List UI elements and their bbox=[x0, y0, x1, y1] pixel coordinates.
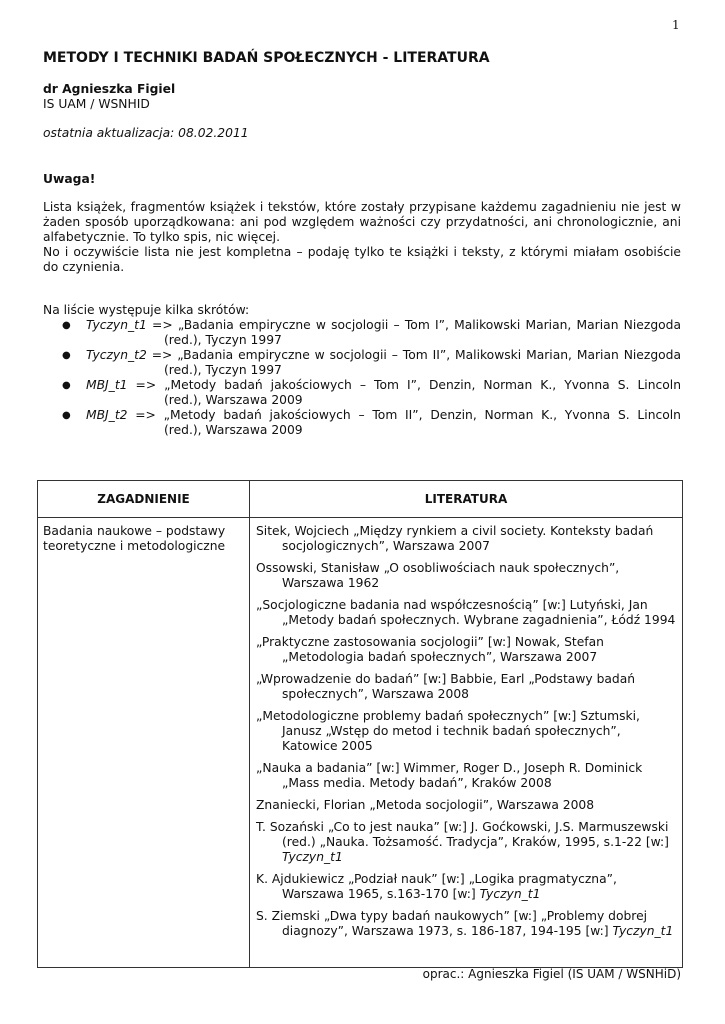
note-line: żaden sposób uporządkowana: ani pod względem ważności czy przydatności, ani chronologicznie, ani bbox=[43, 215, 681, 229]
abbreviations-list bbox=[43, 318, 681, 438]
abbreviation-desc-cont: (red.), Tyczyn 1997 bbox=[164, 363, 282, 377]
literature-entry: Ossowski, Stanisław „O osobliwościach nauk społecznych”, Warszawa 1962 bbox=[256, 561, 620, 590]
abbreviation-item bbox=[43, 318, 681, 348]
last-update-date: ostatnia aktualizacja: 08.02.2011 bbox=[43, 126, 249, 140]
abbreviation-desc: => „Metody badań jakościowych – Tom II”, Denzin, Norman K., Yvonna S. Lincoln bbox=[135, 408, 681, 422]
abbreviation-item bbox=[43, 348, 681, 378]
literature-cell bbox=[250, 518, 683, 968]
note-body bbox=[43, 200, 681, 275]
abbreviation-desc: => „Badania empiryczne w socjologii – Tom II”, Malikowski Marian, Marian Niezgoda bbox=[151, 348, 681, 362]
abbreviation-code: MBJ_t2 bbox=[86, 408, 128, 422]
literature-entry: Znaniecki, Florian „Metoda socjologii”, Warszawa 2008 bbox=[256, 798, 595, 812]
author-name: dr Agnieszka Figiel bbox=[43, 82, 176, 96]
abbreviation-desc-cont: (red.), Tyczyn 1997 bbox=[164, 333, 282, 347]
abbreviation-code: Tyczyn_t1 bbox=[86, 318, 147, 332]
bullet-icon: ● bbox=[62, 410, 71, 421]
bullet-icon: ● bbox=[62, 320, 71, 331]
bullet-icon: ● bbox=[62, 350, 71, 361]
abbreviation-desc-cont: (red.), Warszawa 2009 bbox=[164, 393, 303, 407]
abbreviation-ref: Tyczyn_t1 bbox=[479, 887, 541, 901]
topic-cell: Badania naukowe – podstawy teoretyczne i metodologiczne bbox=[38, 518, 250, 968]
note-line: Lista książek, fragmentów książek i tekstów, które zostały przypisane każdemu zagadnieniu nie jest w bbox=[43, 200, 681, 214]
abbreviation-desc-cont: (red.), Warszawa 2009 bbox=[164, 423, 303, 437]
footer-credit: oprac.: Agnieszka Figiel (IS UAM / WSNHiD) bbox=[422, 967, 681, 981]
header-topic: ZAGADNIENIE bbox=[38, 481, 250, 518]
literature-entry: „Socjologiczne badania nad współczesnością” [w:] Lutyński, Jan „Metody badań społecznych. Wybrane zagadnienia”, Łódź 1994 bbox=[256, 598, 676, 627]
abbreviation-desc: => „Badania empiryczne w socjologii – Tom I”, Malikowski Marian, Marian Niezgoda bbox=[152, 318, 681, 332]
abbreviations-intro: Na liście występuje kilka skrótów: bbox=[43, 303, 250, 317]
literature-entry: S. Ziemski „Dwa typy badań naukowych” [w:] „Problemy dobrej diagnozy”, Warszawa 1973, s. 186-187, 194-195 [w:] Tyczyn_t1 bbox=[256, 909, 674, 938]
literature-entry: T. Sozański „Co to jest nauka” [w:] J. Goćkowski, J.S. Marmuszewski (red.) „Nauka. Tożsamość. Tradycja”, Kraków, 1995, s.1-22 [w:] Tyczyn_t1 bbox=[256, 820, 669, 864]
abbreviation-desc: => „Metody badań jakościowych – Tom I”, Denzin, Norman K., Yvonna S. Lincoln bbox=[135, 378, 681, 392]
page-number: 1 bbox=[672, 18, 680, 32]
author-affiliation: IS UAM / WSNHID bbox=[43, 97, 150, 111]
literature-entry: Sitek, Wojciech „Między rynkiem a civil society. Konteksty badań socjologicznych”, Warszawa 2007 bbox=[256, 524, 654, 553]
abbreviation-code: Tyczyn_t2 bbox=[86, 348, 147, 362]
abbreviation-ref: Tyczyn_t1 bbox=[282, 850, 343, 864]
note-line: No i oczywiście lista nie jest kompletna – podaję tylko te książki i teksty, z którymi miałam osobiście bbox=[43, 245, 681, 259]
abbreviation-item bbox=[43, 378, 681, 408]
literature-entry: „Metodologiczne problemy badań społecznych” [w:] Sztumski, Janusz „Wstęp do metod i technik badań społecznych”, Katowice 2005 bbox=[256, 709, 640, 753]
literature-entry: K. Ajdukiewicz „Podział nauk” [w:] „Logika pragmatyczna”, Warszawa 1965, s.163-170 [w:] Tyczyn_t1 bbox=[256, 872, 617, 901]
table-header-row bbox=[38, 481, 683, 518]
note-line: alfabetycznie. To tylko spis, nic więcej. bbox=[43, 230, 281, 244]
header-literature: LITERATURA bbox=[250, 481, 683, 518]
table-row bbox=[38, 518, 683, 968]
literature-table bbox=[37, 480, 683, 968]
document-title: METODY I TECHNIKI BADAŃ SPOŁECZNYCH - LITERATURA bbox=[43, 50, 490, 66]
bullet-icon: ● bbox=[62, 380, 71, 391]
literature-entry: „Wprowadzenie do badań” [w:] Babbie, Earl „Podstawy badań społecznych”, Warszawa 2008 bbox=[256, 672, 636, 701]
note-heading: Uwaga! bbox=[43, 172, 96, 186]
literature-entry: „Praktyczne zastosowania socjologii” [w:] Nowak, Stefan „Metodologia badań społecznych”, Warszawa 2007 bbox=[256, 635, 604, 664]
abbreviation-code: MBJ_t1 bbox=[86, 378, 128, 392]
abbreviation-ref: Tyczyn_t1 bbox=[612, 924, 674, 938]
literature-entry: „Nauka a badania” [w:] Wimmer, Roger D., Joseph R. Dominick „Mass media. Metody badań”, Kraków 2008 bbox=[256, 761, 643, 790]
note-line: do czynienia. bbox=[43, 260, 125, 274]
abbreviation-item bbox=[43, 408, 681, 438]
